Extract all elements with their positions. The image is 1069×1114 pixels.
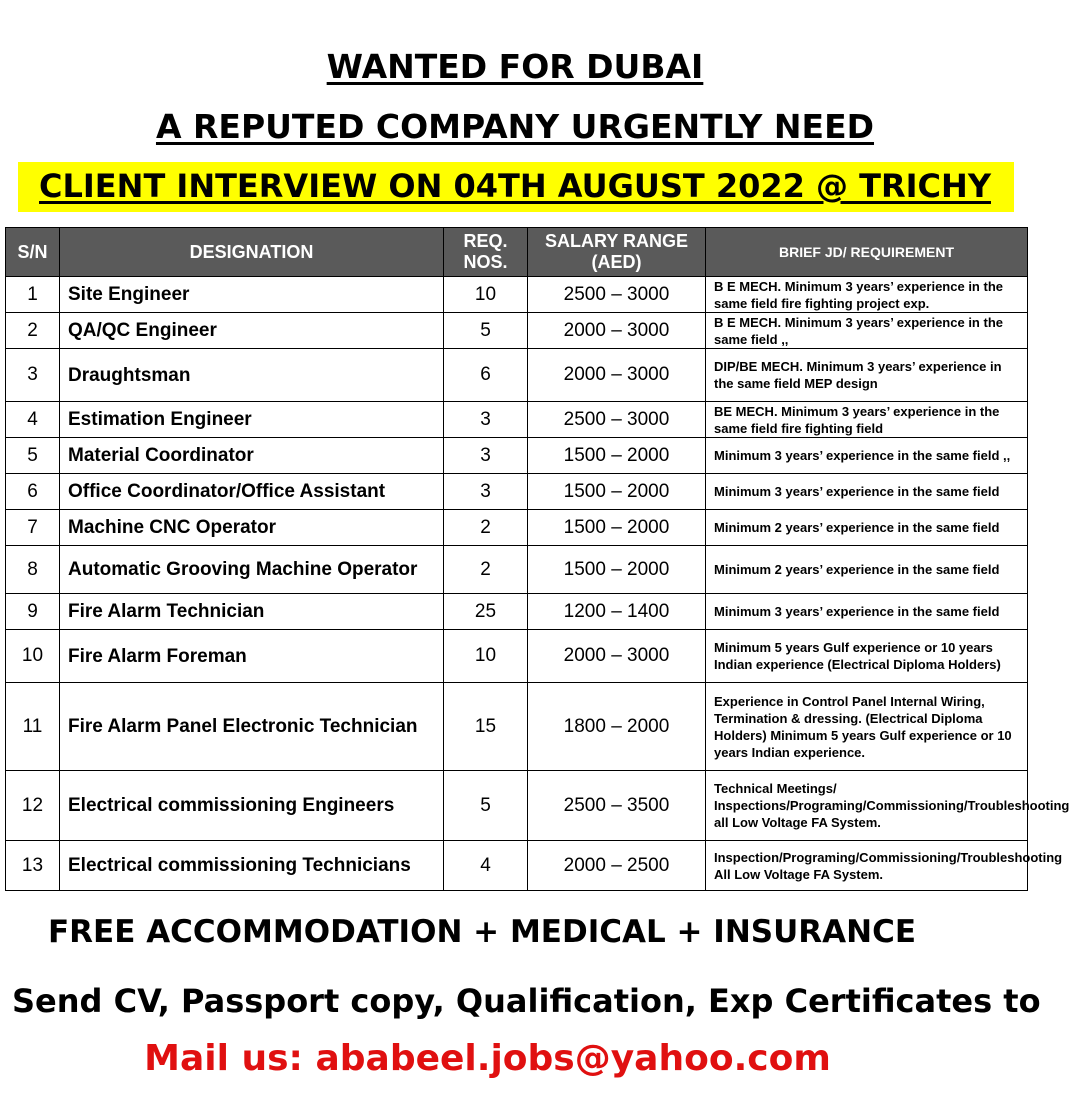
cell-sn: 5 (6, 438, 60, 474)
benefits-text: FREE ACCOMMODATION + MEDICAL + INSURANCE (48, 914, 916, 950)
table-row (6, 277, 1028, 313)
cell-req: 3 (444, 474, 528, 510)
cell-req: 10 (444, 277, 528, 313)
cell-sn: 1 (6, 277, 60, 313)
cell-designation: Fire Alarm Technician (60, 594, 444, 630)
cell-req: 10 (444, 630, 528, 683)
table-row (6, 474, 1028, 510)
cell-req: 6 (444, 349, 528, 402)
cell-req: 5 (444, 313, 528, 349)
mail-link[interactable]: Mail us: ababeel.jobs@yahoo.com (144, 1038, 831, 1079)
cell-salary: 2500 – 3000 (528, 277, 706, 313)
table-row (6, 349, 1028, 402)
cell-designation: Fire Alarm Foreman (60, 630, 444, 683)
cell-req: 2 (444, 546, 528, 594)
cell-designation: Electrical commissioning Technicians (60, 841, 444, 891)
cell-req: 25 (444, 594, 528, 630)
cell-designation: Office Coordinator/Office Assistant (60, 474, 444, 510)
table-row (6, 841, 1028, 891)
cell-req: 15 (444, 683, 528, 771)
cell-jd: Minimum 3 years’ experience in the same field ,, (706, 438, 1028, 474)
cell-designation: Electrical commissioning Engineers (60, 771, 444, 841)
headline-company: A REPUTED COMPANY URGENTLY NEED (155, 107, 875, 146)
table-header-row (6, 228, 1028, 277)
cell-sn: 7 (6, 510, 60, 546)
header-salary: SALARY RANGE (AED) (528, 228, 706, 277)
table-row (6, 510, 1028, 546)
cell-designation: Machine CNC Operator (60, 510, 444, 546)
cell-salary: 1500 – 2000 (528, 510, 706, 546)
cell-jd: Minimum 5 years Gulf experience or 10 years Indian experience (Electrical Diploma Holders) (706, 630, 1028, 683)
cell-sn: 9 (6, 594, 60, 630)
cell-designation: Draughtsman (60, 349, 444, 402)
cell-req: 3 (444, 438, 528, 474)
cell-sn: 6 (6, 474, 60, 510)
cell-jd: Experience in Control Panel Internal Wiring, Termination & dressing. (Electrical Diploma Holders) Minimum 5 years Gulf experience or 10 years Indian experience. (706, 683, 1028, 771)
cell-sn: 8 (6, 546, 60, 594)
cell-sn: 4 (6, 402, 60, 438)
header-sn: S/N (6, 228, 60, 277)
cell-req: 3 (444, 402, 528, 438)
table-row (6, 683, 1028, 771)
cell-jd: Minimum 2 years’ experience in the same field (706, 510, 1028, 546)
table-row (6, 630, 1028, 683)
cell-sn: 2 (6, 313, 60, 349)
header-req: REQ. NOS. (444, 228, 528, 277)
cell-salary: 1500 – 2000 (528, 546, 706, 594)
cell-req: 2 (444, 510, 528, 546)
cell-designation: Automatic Grooving Machine Operator (60, 546, 444, 594)
header-designation: DESIGNATION (60, 228, 444, 277)
cell-jd: BE MECH. Minimum 3 years’ experience in the same field fire fighting field (706, 402, 1028, 438)
table-row (6, 594, 1028, 630)
job-table (5, 227, 1069, 891)
cell-jd: Minimum 3 years’ experience in the same field (706, 594, 1028, 630)
headline-interview: CLIENT INTERVIEW ON 04TH AUGUST 2022 @ TRICHY (39, 167, 991, 205)
cell-jd: Technical Meetings/ Inspections/Programing/Commissioning/Troubleshooting all Low Voltage FA System. (706, 771, 1028, 841)
cell-salary: 2000 – 3000 (528, 630, 706, 683)
cell-designation: QA/QC Engineer (60, 313, 444, 349)
cell-req: 5 (444, 771, 528, 841)
cell-jd: Inspection/Programing/Commissioning/Troubleshooting All Low Voltage FA System. (706, 841, 1028, 891)
cell-jd: Minimum 3 years’ experience in the same field (706, 474, 1028, 510)
cell-designation: Fire Alarm Panel Electronic Technician (60, 683, 444, 771)
cell-designation: Estimation Engineer (60, 402, 444, 438)
table-row (6, 313, 1028, 349)
cell-req: 4 (444, 841, 528, 891)
cell-salary: 2000 – 2500 (528, 841, 706, 891)
cell-sn: 13 (6, 841, 60, 891)
header-jd: BRIEF JD/ REQUIREMENT (706, 228, 1028, 277)
cell-salary: 1500 – 2000 (528, 438, 706, 474)
cell-salary: 2000 – 3000 (528, 349, 706, 402)
cell-designation: Material Coordinator (60, 438, 444, 474)
cell-salary: 1200 – 1400 (528, 594, 706, 630)
cell-jd: Minimum 2 years’ experience in the same field (706, 546, 1028, 594)
table-row (6, 438, 1028, 474)
cell-sn: 12 (6, 771, 60, 841)
cell-sn: 3 (6, 349, 60, 402)
send-cv-text: Send CV, Passport copy, Qualification, Exp Certificates to (12, 982, 1041, 1020)
cell-designation: Site Engineer (60, 277, 444, 313)
cell-jd: DIP/BE MECH. Minimum 3 years’ experience in the same field MEP design (706, 349, 1028, 402)
cell-sn: 11 (6, 683, 60, 771)
cell-jd: B E MECH. Minimum 3 years’ experience in the same field fire fighting project exp. (706, 277, 1028, 313)
cell-jd: B E MECH. Minimum 3 years’ experience in the same field ,, (706, 313, 1028, 349)
cell-salary: 2500 – 3500 (528, 771, 706, 841)
table-row (6, 771, 1028, 841)
cell-salary: 2000 – 3000 (528, 313, 706, 349)
cell-salary: 2500 – 3000 (528, 402, 706, 438)
cell-sn: 10 (6, 630, 60, 683)
cell-salary: 1800 – 2000 (528, 683, 706, 771)
table-row (6, 546, 1028, 594)
headline-wanted: WANTED FOR DUBAI (326, 47, 704, 86)
cell-salary: 1500 – 2000 (528, 474, 706, 510)
table-row (6, 402, 1028, 438)
